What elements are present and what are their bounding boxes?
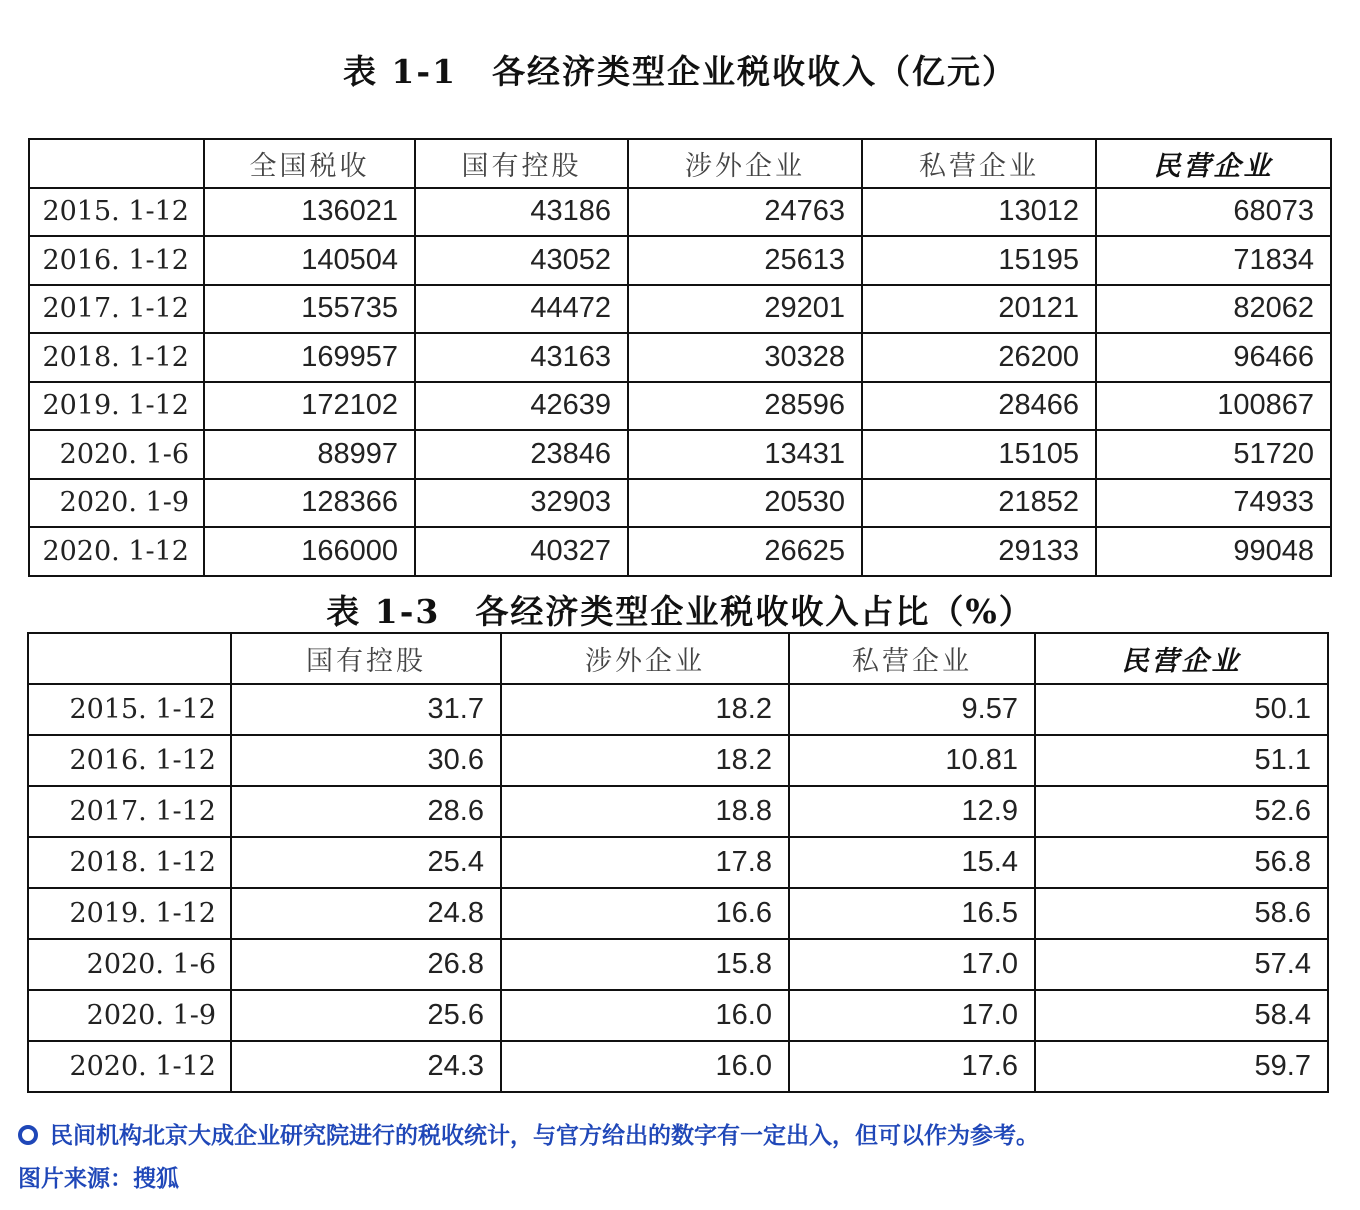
tax-revenue-table [28, 138, 1332, 577]
table1-title: 表 1-1 各经济类型企业税收收入（亿元） [342, 52, 1018, 91]
table-cell: 28596 [628, 382, 862, 431]
table-cell: 57.4 [1035, 939, 1328, 990]
table-row [28, 786, 1328, 837]
table-cell: 9.57 [789, 684, 1035, 735]
row-period-label: 2020. 1-12 [28, 1041, 231, 1092]
table-cell: 28466 [862, 382, 1096, 431]
table-row [29, 479, 1331, 528]
table-cell: 15105 [862, 430, 1096, 479]
table-cell: 23846 [415, 430, 628, 479]
table-cell: 13431 [628, 430, 862, 479]
table-cell: 25.6 [231, 990, 501, 1041]
table-cell: 21852 [862, 479, 1096, 528]
table-cell: 50.1 [1035, 684, 1328, 735]
row-period-label: 2019. 1-12 [28, 888, 231, 939]
table-cell: 88997 [204, 430, 415, 479]
table-cell: 58.4 [1035, 990, 1328, 1041]
table-cell: 172102 [204, 382, 415, 431]
table-cell: 16.0 [501, 1041, 789, 1092]
table-row [28, 990, 1328, 1041]
tax-share-table [27, 632, 1329, 1093]
header-cell-foreign: 涉外企业 [501, 633, 789, 684]
table-cell: 15.4 [789, 837, 1035, 888]
table-cell: 15195 [862, 236, 1096, 285]
table-cell: 12.9 [789, 786, 1035, 837]
table-cell: 17.6 [789, 1041, 1035, 1092]
row-period-label: 2018. 1-12 [28, 837, 231, 888]
table-cell: 43186 [415, 188, 628, 237]
table-cell: 44472 [415, 285, 628, 334]
table-row [28, 735, 1328, 786]
disclaimer-note [18, 1117, 1039, 1150]
header-cell-national: 全国税收 [204, 139, 415, 188]
row-period-label: 2019. 1-12 [29, 382, 204, 431]
table-cell: 20121 [862, 285, 1096, 334]
table-cell: 13012 [862, 188, 1096, 237]
table-cell: 24.3 [231, 1041, 501, 1092]
table-cell: 24763 [628, 188, 862, 237]
table-cell: 166000 [204, 527, 415, 576]
row-period-label: 2015. 1-12 [29, 188, 204, 237]
table-row [28, 888, 1328, 939]
table-cell: 140504 [204, 236, 415, 285]
table-cell: 136021 [204, 188, 415, 237]
row-period-label: 2020. 1-6 [29, 430, 204, 479]
table-cell: 16.0 [501, 990, 789, 1041]
table-row [29, 333, 1331, 382]
table-row [28, 837, 1328, 888]
table2-title: 表 1-3 各经济类型企业税收收入占比（%） [326, 592, 1034, 631]
bullet-circle-icon [18, 1125, 38, 1145]
table-header-row [28, 633, 1328, 684]
table-cell: 42639 [415, 382, 628, 431]
row-period-label: 2017. 1-12 [29, 285, 204, 334]
row-period-label: 2015. 1-12 [28, 684, 231, 735]
table-cell: 82062 [1096, 285, 1331, 334]
row-period-label: 2020. 1-9 [28, 990, 231, 1041]
table-row [29, 382, 1331, 431]
table-cell: 32903 [415, 479, 628, 528]
header-cell-state-owned: 国有控股 [415, 139, 628, 188]
row-period-label: 2018. 1-12 [29, 333, 204, 382]
row-period-label: 2016. 1-12 [29, 236, 204, 285]
table-cell: 40327 [415, 527, 628, 576]
header-cell-non-state: 民营企业 [1096, 139, 1331, 188]
table-cell: 26200 [862, 333, 1096, 382]
table-cell: 18.8 [501, 786, 789, 837]
row-period-label: 2017. 1-12 [28, 786, 231, 837]
table-row [29, 236, 1331, 285]
table-cell: 26.8 [231, 939, 501, 990]
table-cell: 100867 [1096, 382, 1331, 431]
table-cell: 18.2 [501, 735, 789, 786]
table-row [28, 684, 1328, 735]
table-cell: 169957 [204, 333, 415, 382]
table-cell: 68073 [1096, 188, 1331, 237]
table-cell: 52.6 [1035, 786, 1328, 837]
image-source-note: 图片来源：搜狐 [18, 1166, 179, 1192]
table-cell: 128366 [204, 479, 415, 528]
table-cell: 30.6 [231, 735, 501, 786]
table-cell: 51720 [1096, 430, 1331, 479]
table-cell: 29201 [628, 285, 862, 334]
table-cell: 59.7 [1035, 1041, 1328, 1092]
table-cell: 24.8 [231, 888, 501, 939]
header-cell-private: 私营企业 [789, 633, 1035, 684]
table-cell: 25613 [628, 236, 862, 285]
table-row [29, 285, 1331, 334]
row-period-label: 2020. 1-6 [28, 939, 231, 990]
table-cell: 30328 [628, 333, 862, 382]
table-cell: 71834 [1096, 236, 1331, 285]
table-row [28, 1041, 1328, 1092]
table-cell: 17.8 [501, 837, 789, 888]
table-row [29, 188, 1331, 237]
table-cell: 58.6 [1035, 888, 1328, 939]
table-row [29, 430, 1331, 479]
table-cell: 26625 [628, 527, 862, 576]
table-cell: 25.4 [231, 837, 501, 888]
header-cell-empty [28, 633, 231, 684]
table-cell: 18.2 [501, 684, 789, 735]
row-period-label: 2020. 1-12 [29, 527, 204, 576]
table-cell: 20530 [628, 479, 862, 528]
table-header-row [29, 139, 1331, 188]
table-cell: 99048 [1096, 527, 1331, 576]
header-cell-private: 私营企业 [862, 139, 1096, 188]
table-cell: 17.0 [789, 990, 1035, 1041]
table-cell: 29133 [862, 527, 1096, 576]
header-cell-state-owned: 国有控股 [231, 633, 501, 684]
table-cell: 28.6 [231, 786, 501, 837]
table-row [29, 527, 1331, 576]
header-cell-foreign: 涉外企业 [628, 139, 862, 188]
table-cell: 10.81 [789, 735, 1035, 786]
table-cell: 96466 [1096, 333, 1331, 382]
table-cell: 17.0 [789, 939, 1035, 990]
row-period-label: 2020. 1-9 [29, 479, 204, 528]
table-cell: 56.8 [1035, 837, 1328, 888]
header-cell-empty [29, 139, 204, 188]
table-cell: 16.6 [501, 888, 789, 939]
header-cell-non-state: 民营企业 [1035, 633, 1328, 684]
table-row [28, 939, 1328, 990]
table-cell: 51.1 [1035, 735, 1328, 786]
disclaimer-text: 民间机构北京大成企业研究院进行的税收统计，与官方给出的数字有一定出入，但可以作为参考。 [50, 1123, 1039, 1149]
table-cell: 155735 [204, 285, 415, 334]
row-period-label: 2016. 1-12 [28, 735, 231, 786]
table-cell: 43052 [415, 236, 628, 285]
table-cell: 16.5 [789, 888, 1035, 939]
table-cell: 15.8 [501, 939, 789, 990]
table-cell: 31.7 [231, 684, 501, 735]
table-cell: 43163 [415, 333, 628, 382]
table-cell: 74933 [1096, 479, 1331, 528]
